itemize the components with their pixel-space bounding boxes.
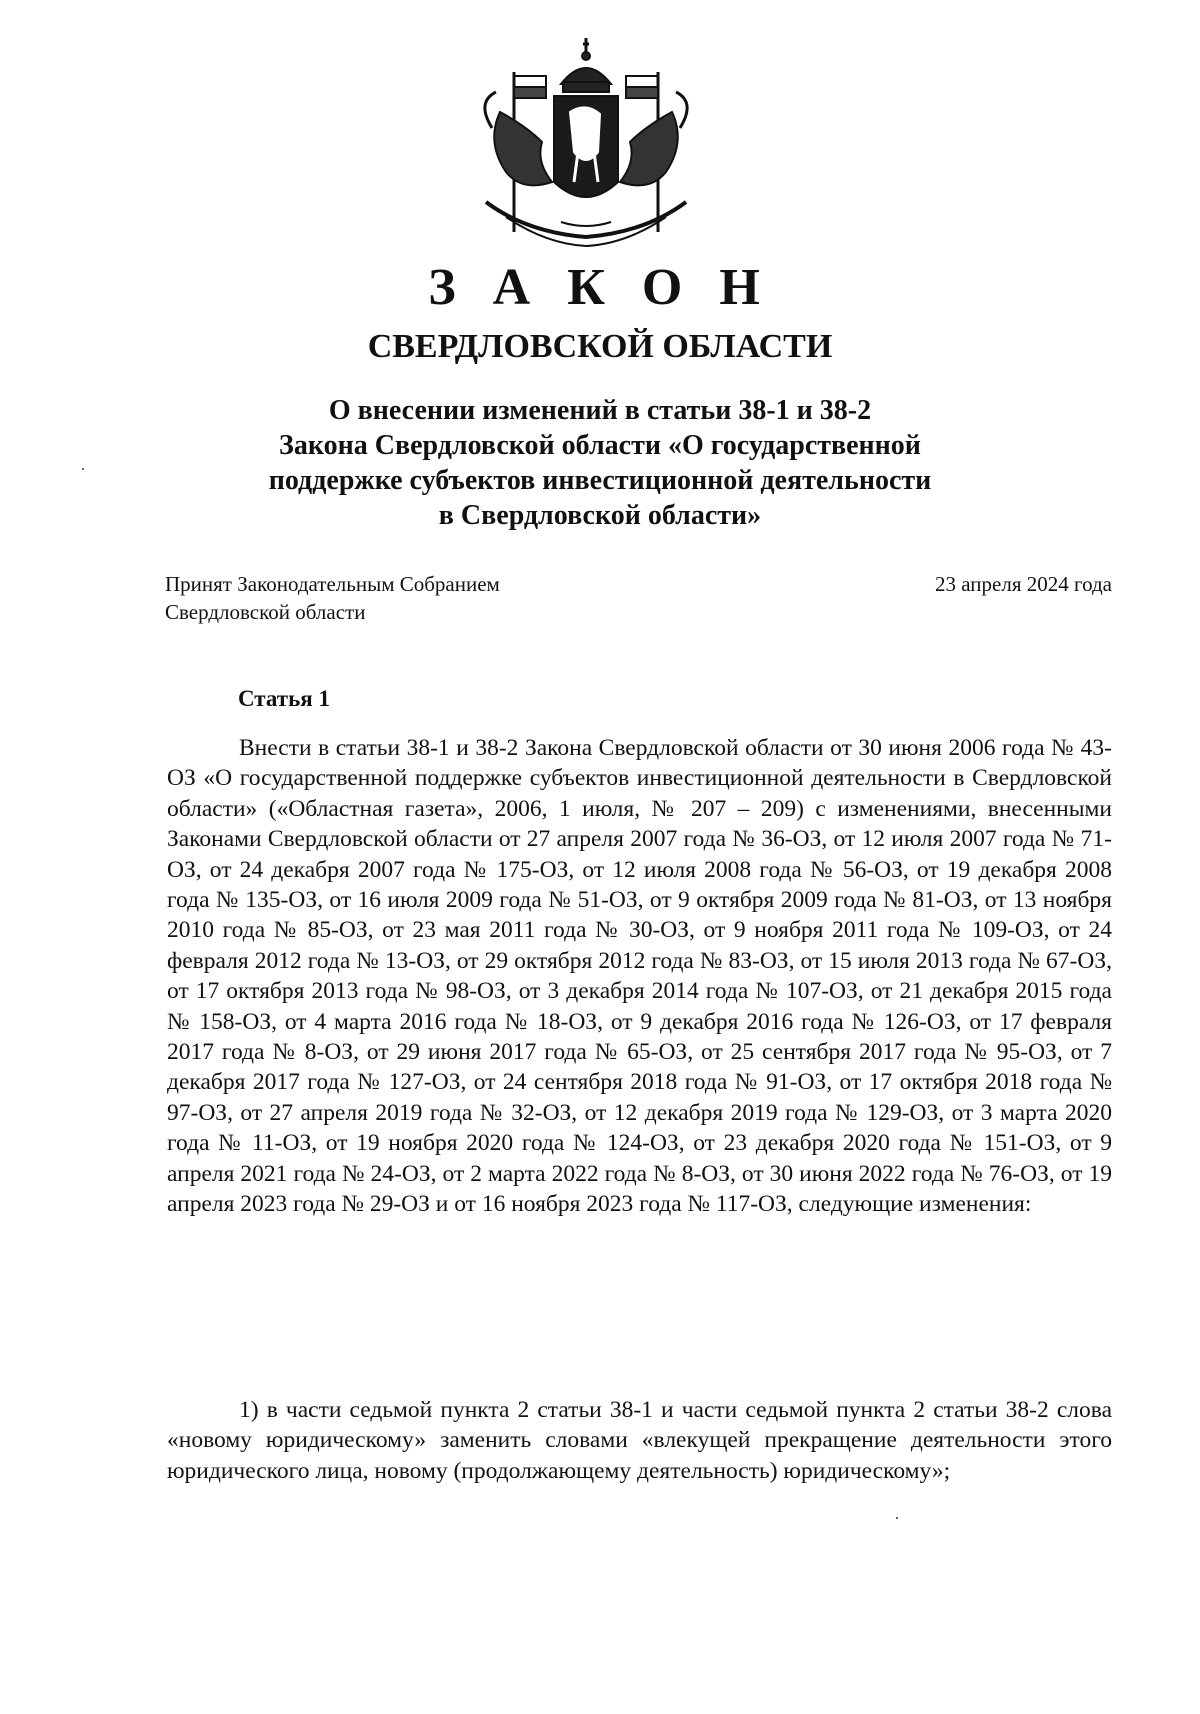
adoption-line: Принят Законодательным Собранием (165, 572, 500, 596)
scan-speck (896, 1517, 898, 1519)
adoption-line: Свердловской области (165, 600, 366, 624)
article-paragraph: 1) в части седьмой пункта 2 статьи 38-1 и части седьмой пункта 2 статьи 38-2 слова «новому юридическому» заменить словами «влекущей прекращение деятельности этого юридического лица, новому (продолжающему деятельность) юридическому»; (167, 1397, 1112, 1484)
law-title-line: Закона Свердловской области «О государственной (279, 430, 921, 461)
scan-speck (82, 468, 84, 470)
article-heading: Статья 1 (238, 686, 330, 711)
coat-of-arms-icon (466, 32, 706, 254)
adoption-authority (165, 570, 500, 626)
law-title-line: поддержке субъектов инвестиционной деятельности (268, 465, 932, 496)
law-title-line: в Свердловской области» (438, 500, 762, 531)
adoption-date: 23 апреля 2024 года (935, 572, 1112, 596)
document-region-subtitle: СВЕРДЛОВСКОЙ ОБЛАСТИ (367, 328, 833, 365)
article-paragraph: Внести в статьи 38-1 и 38-2 Закона Свердловской области от 30 июня 2006 года № 43-ОЗ «О государственной поддержке субъектов инвестиционной деятельности в Свердловской области» («Областная газета», 2006, 1 июля, № 207 – 209) с изменениями, внесенными Законами Свердловской области от 27 апреля 2007 года № 36-ОЗ, от 12 июля 2007 года № 71-ОЗ, от 24 декабря 2007 года № 175-ОЗ, от 12 июля 2008 года № 56-ОЗ, от 19 декабря 2008 года № 135-ОЗ, от 16 июля 2009 года № 51-ОЗ, от 9 октября 2009 года № 81-ОЗ, от 13 ноября 2010 года № 85-ОЗ, от 23 мая 2011 года № 30-ОЗ, от 9 ноября 2011 года № 109-ОЗ, от 24 февраля 2012 года № 13-ОЗ, от 29 октября 2012 года № 83-ОЗ, от 15 июля 2013 года № 67-ОЗ, от 17 октября 2013 года № 98-ОЗ, от 3 декабря 2014 года № 107-ОЗ, от 21 декабря 2015 года № 158-ОЗ, от 4 марта 2016 года № 18-ОЗ, от 9 декабря 2016 года № 126-ОЗ, от 17 февраля 2017 года № 8-ОЗ, от 29 июня 2017 года № 65-ОЗ, от 25 сентября 2017 года № 95-ОЗ, от 7 декабря 2017 года № 127-ОЗ, от 24 сентября 2018 года № 91-ОЗ, от 17 октября 2018 года № 97-ОЗ, от 27 апреля 2019 года № 32-ОЗ, от 12 декабря 2019 года № 129-ОЗ, от 3 марта 2020 года № 11-ОЗ, от 19 ноября 2020 года № 124-ОЗ, от 23 декабря 2020 года № 151-ОЗ, от 9 апреля 2021 года № 24-ОЗ, от 2 марта 2022 года № 8-ОЗ, от 30 июня 2022 года № 76-ОЗ, от 19 апреля 2023 года № 29-ОЗ и от 16 ноября 2023 года № 117-ОЗ, следующие изменения: (167, 735, 1112, 1218)
law-title (150, 393, 1050, 533)
law-title-line: О внесении изменений в статьи 38-1 и 38-2 (328, 395, 872, 426)
document-type-title: З А К О Н (428, 259, 772, 316)
